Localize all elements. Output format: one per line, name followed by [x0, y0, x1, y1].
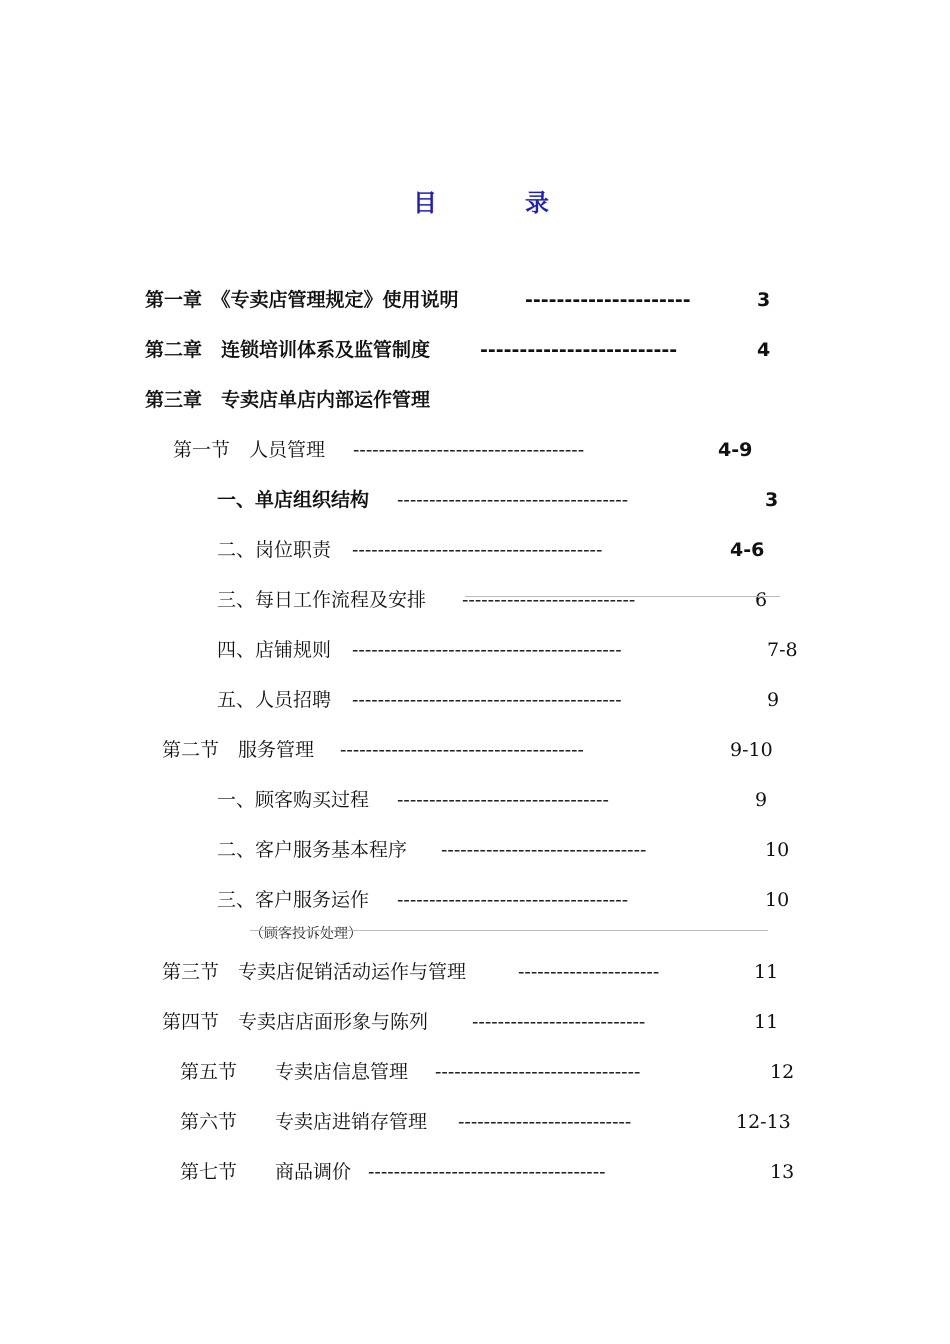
toc-entry-chapter-2[interactable]	[145, 336, 805, 364]
toc-leader: ------------------------------------	[353, 439, 585, 461]
toc-entry-section-4[interactable]	[162, 1008, 802, 1036]
toc-entry-subsection[interactable]	[217, 836, 817, 864]
toc-entry-section-1[interactable]	[173, 436, 793, 464]
toc-page-number: 7-8	[767, 639, 798, 661]
toc-leader: ---------------------------------------	[352, 539, 603, 561]
toc-entry-subsection[interactable]	[217, 586, 817, 614]
toc-entry-text: 三、客户服务运作	[217, 889, 370, 911]
toc-page-number: 4-6	[730, 539, 765, 561]
toc-title-char-1: 目	[413, 189, 437, 217]
toc-entry-text: 第七节 商品调价	[180, 1161, 352, 1183]
toc-leader: ---------------------------	[458, 1111, 632, 1133]
toc-page-number: 4	[757, 339, 771, 361]
toc-leader: -------------------------------------	[368, 1161, 606, 1183]
toc-leader: ---------------------------	[472, 1011, 646, 1033]
toc-entry-section-2[interactable]	[162, 736, 802, 764]
toc-entry-subsection[interactable]	[217, 636, 817, 664]
toc-leader: ---------------------------------	[397, 789, 609, 811]
toc-leader: ------------------------------------	[397, 889, 629, 911]
toc-page-number: 12-13	[736, 1111, 791, 1133]
toc-page-number: 9	[755, 789, 768, 811]
toc-entry-section-7[interactable]	[180, 1158, 800, 1186]
toc-page-number: 3	[757, 289, 771, 311]
toc-entry-subsection[interactable]	[217, 886, 817, 914]
toc-page-number: 9-10	[730, 739, 773, 761]
toc-page-number: 13	[770, 1161, 795, 1183]
toc-leader: --------------------------------------	[340, 739, 584, 761]
toc-page-number: 12	[770, 1061, 795, 1083]
underline-rule	[250, 930, 768, 931]
toc-entry-text: 第一章 《专卖店管理规定》使用说明	[145, 289, 459, 311]
toc-leader: ------------------------------------------	[352, 689, 622, 711]
toc-entry-text: 二、客户服务基本程序	[217, 839, 408, 861]
underline-rule	[465, 596, 780, 597]
toc-entry-text: 四、店铺规则	[217, 639, 332, 661]
toc-page-number: 11	[754, 1011, 779, 1033]
toc-entry-text: 第六节 专卖店进销存管理	[180, 1111, 428, 1133]
toc-entry-text: 第二节 服务管理	[162, 739, 315, 761]
toc-page-number: 10	[765, 889, 790, 911]
toc-title	[0, 183, 950, 219]
toc-entry-subsection[interactable]	[217, 536, 817, 564]
toc-page-number: 6	[755, 589, 768, 611]
toc-entry-text: 一、单店组织结构	[217, 489, 370, 511]
toc-entry-text: 第五节 专卖店信息管理	[180, 1061, 409, 1083]
toc-entry-text: 三、每日工作流程及安排	[217, 589, 427, 611]
toc-entry-chapter-3[interactable]	[145, 386, 805, 414]
toc-entry-text: 五、人员招聘	[217, 689, 332, 711]
toc-leader: ---------------------	[525, 289, 691, 311]
toc-leader: ------------------------------------------	[352, 639, 622, 661]
note-complaint-handling: （顾客投诉处理）	[250, 926, 362, 942]
toc-entry-text: 第三节 专卖店促销活动运作与管理	[162, 961, 467, 983]
toc-entry-section-5[interactable]	[180, 1058, 800, 1086]
toc-entry-subsection[interactable]	[217, 686, 817, 714]
toc-entry-chapter-1[interactable]	[145, 286, 805, 314]
toc-title-char-2: 录	[525, 189, 549, 217]
toc-leader: --------------------------------	[435, 1061, 641, 1083]
toc-entry-section-3[interactable]	[162, 958, 802, 986]
toc-entry-subsection[interactable]	[217, 786, 817, 814]
toc-page-number: 4-9	[718, 439, 753, 461]
toc-entry-text: 一、顾客购买过程	[217, 789, 370, 811]
toc-entry-text: 第三章 专卖店单店内部运作管理	[145, 389, 431, 411]
toc-leader: ----------------------	[518, 961, 660, 983]
toc-leader: ------------------------------------	[397, 489, 629, 511]
toc-entry-text: 二、岗位职责	[217, 539, 332, 561]
toc-page-number: 3	[765, 489, 779, 511]
toc-entry-section-6[interactable]	[180, 1108, 800, 1136]
toc-entry-text: 第二章 连锁培训体系及监管制度	[145, 339, 431, 361]
toc-entry-text: 第一节 人员管理	[173, 439, 326, 461]
toc-page-number: 11	[754, 961, 779, 983]
toc-page-number: 10	[765, 839, 790, 861]
toc-entry-text: 第四节 专卖店店面形象与陈列	[162, 1011, 429, 1033]
toc-leader: -------------------------	[480, 339, 678, 361]
toc-page-number: 9	[767, 689, 780, 711]
toc-entry-subsection[interactable]	[217, 486, 817, 514]
toc-leader: ---------------------------	[462, 589, 636, 611]
toc-leader: --------------------------------	[441, 839, 647, 861]
